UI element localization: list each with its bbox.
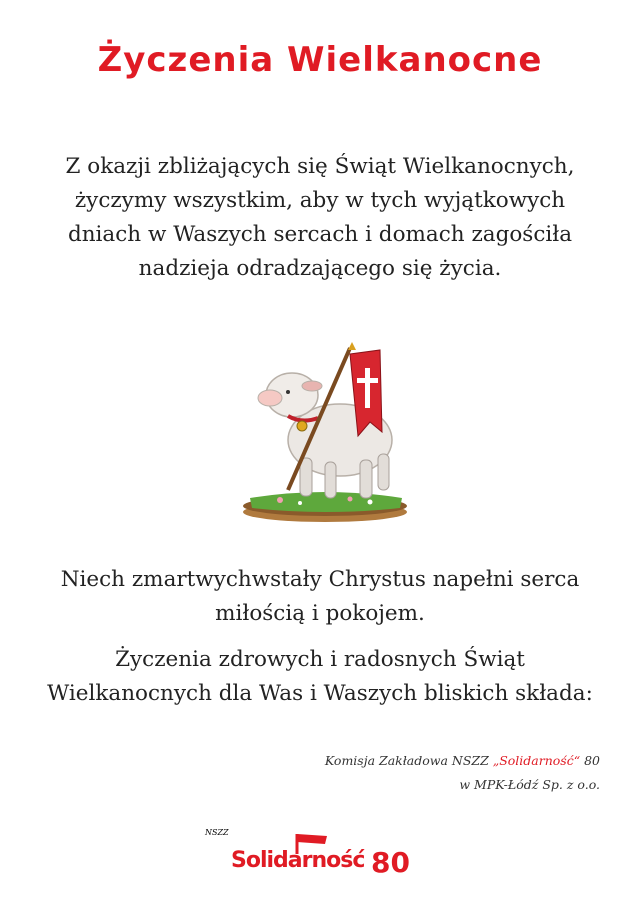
signature-suffix: 80 bbox=[580, 753, 600, 768]
signature-line-1 bbox=[200, 753, 600, 768]
greeting-paragraph-1: Z okazji zbliżających się Świąt Wielkanocnych, życzymy wszystkim, aby w tych wyjątkowych dniach w Waszych sercach i domach zagościła nadzieja odradzającego się życia. bbox=[65, 154, 575, 281]
logo-number: 80 bbox=[371, 846, 410, 879]
greeting-paragraph-2: Niech zmartwychwstały Chrystus napełni serca miłością i pokojem. bbox=[60, 567, 580, 626]
page-title: Życzenia Wielkanocne bbox=[97, 40, 543, 80]
logo-main-text: Solidarność bbox=[231, 848, 365, 873]
logo-small-text: NSZZ bbox=[205, 828, 229, 837]
signature-highlight: „Solidarność“ bbox=[492, 753, 581, 768]
greeting-paragraph-3: Życzenia zdrowych i radosnych Świąt Wielkanocnych dla Was i Waszych bliskich składa: bbox=[47, 647, 593, 706]
easter-lamb-illustration bbox=[230, 340, 420, 530]
solidarnosc-logo bbox=[205, 818, 435, 888]
signature-prefix: Komisja Zakładowa NSZZ bbox=[324, 753, 493, 768]
signature-line-2: w MPK-Łódź Sp. z o.o. bbox=[459, 777, 600, 792]
